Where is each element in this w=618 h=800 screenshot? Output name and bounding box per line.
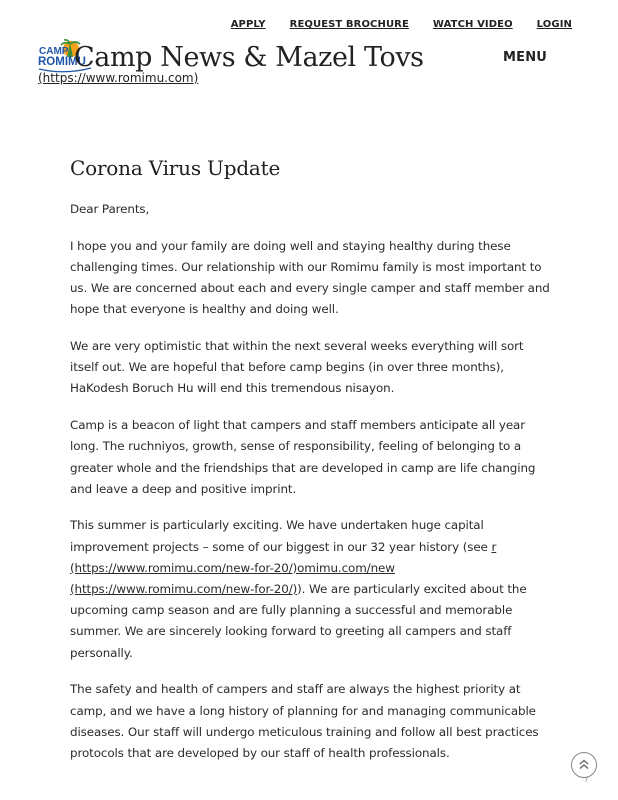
article-paragraph-2: We are very optimistic that within the next several weeks everything will sort itself out. We are hopeful that before camp begins (in over three months), HaKodesh Boruch Hu will end this tremendous nisayon. xyxy=(70,339,524,396)
logo-text-romimu: ROMIMU xyxy=(38,56,86,68)
logo-text-camp: CAMP xyxy=(39,46,69,57)
article-paragraph-1: I hope you and your family are doing well and staying healthy during these challenging times. Our relationship with our Romimu family is most important to us. We are concerned about each and every single camper and staff member and hope that everyone is healthy and doing well. xyxy=(70,238,550,317)
page-number: 7 xyxy=(584,776,589,784)
menu-button[interactable]: MENU xyxy=(503,50,548,65)
site-title: Camp News & Mazel Tovs xyxy=(74,42,424,73)
top-navigation xyxy=(231,19,572,30)
chevron-up-icon xyxy=(578,759,590,771)
article-paragraph-4 xyxy=(70,515,550,663)
paragraph-4-text-before: This summer is particularly exciting. We have undertaken huge capital improvement projects – some of our biggest in our 32 year history (see xyxy=(70,518,492,554)
nav-watch-video-link[interactable]: WATCH VIDEO xyxy=(432,19,513,30)
nav-apply-link[interactable]: APPLY xyxy=(230,19,266,30)
scroll-to-top-button[interactable] xyxy=(571,752,597,778)
article-title: Corona Virus Update xyxy=(70,156,281,180)
nav-request-brochure-link[interactable]: REQUEST BROCHURE xyxy=(289,19,409,30)
new-for-20-link[interactable]: r (https://www.romimu.com/new-for-20/)omimu.com/new (https://www.romimu.com/new-for-20/) xyxy=(70,539,497,597)
nav-login-link[interactable]: LOGIN xyxy=(536,19,572,30)
article-paragraph-3: Camp is a beacon of light that campers and staff members anticipate all year long. The ruchniyos, growth, sense of responsibility, feeling of belonging to a greater whole and the friendships that are developed in camp are life changing and leave a deep and positive imprint. xyxy=(70,418,536,496)
article-greeting: Dear Parents, xyxy=(70,202,150,216)
site-url-link[interactable]: (https://www.romimu.com) xyxy=(38,71,199,85)
article-paragraph-5: The safety and health of campers and staff are always the highest priority at camp, and we have a long history of planning for and managing communicable diseases. Our staff will undergo meticulous training and follow all best practices protocols that are developed by our staff of health professionals. xyxy=(70,682,539,760)
article xyxy=(70,156,550,780)
paragraph-4-text-after: ). We are particularly excited about the upcoming camp season and are fully planning a successful and memorable summer. We are sincerely looking forward to greeting all campers and staff personally. xyxy=(70,582,527,660)
